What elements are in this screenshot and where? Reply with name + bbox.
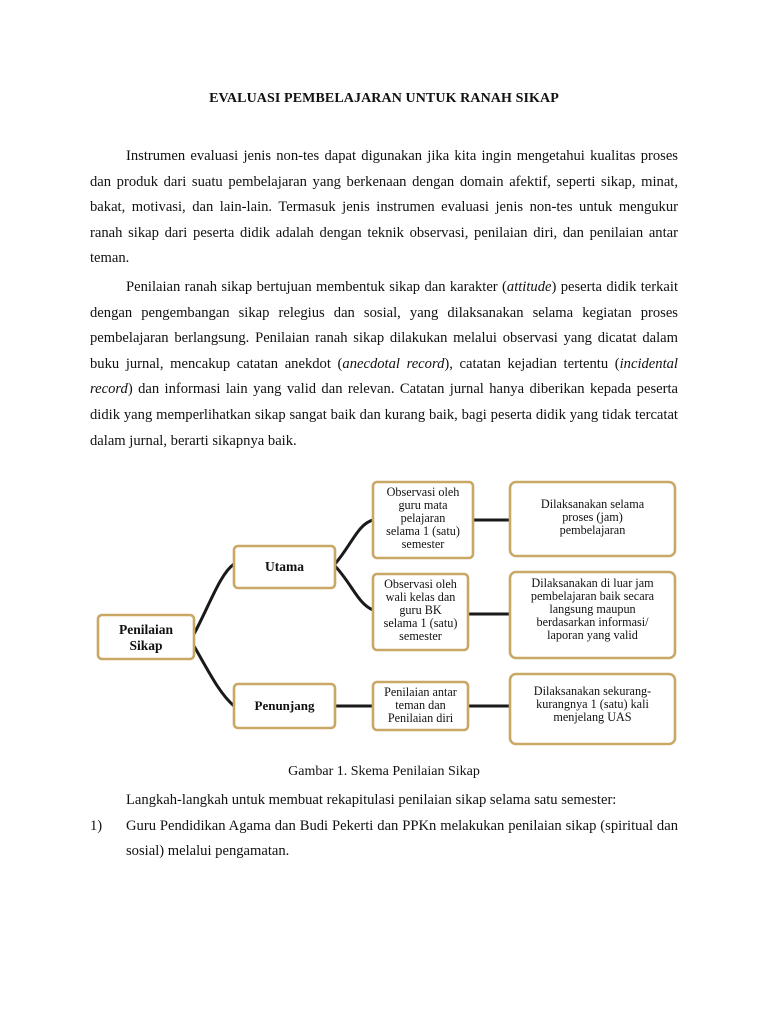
term-anecdotal-record: anecdotal record bbox=[342, 355, 445, 372]
svg-text:pembelajaran baik secara bbox=[531, 589, 655, 603]
paragraph-penilaian bbox=[90, 275, 678, 454]
step-item bbox=[90, 814, 678, 865]
svg-text:Sikap bbox=[129, 638, 162, 653]
figure-caption: Gambar 1. Skema Penilaian Sikap bbox=[288, 764, 480, 779]
connector-root-utama bbox=[194, 564, 234, 634]
node-desc-luar-line-4: berdasarkan informasi/ bbox=[536, 615, 649, 629]
svg-text:pelajaran bbox=[401, 511, 446, 525]
svg-text:Observasi oleh bbox=[387, 485, 460, 499]
svg-text:Observasi oleh bbox=[384, 577, 457, 591]
node-desc-luar-line-2: pembelajaran baik secara bbox=[530, 589, 655, 603]
node-desc-luar-line-5: laporan yang valid bbox=[547, 628, 638, 642]
node-observasi-guru-line-1: Observasi oleh bbox=[386, 485, 460, 499]
paragraph-intro bbox=[90, 144, 678, 272]
svg-text:proses (jam) bbox=[562, 510, 623, 524]
svg-text:Penilaian antar bbox=[384, 685, 457, 699]
paragraph-penilaian-text-d: ) dan informasi lain yang valid dan relevan. Catatan jurnal hanya diberikan kepada peserta didik yang memperlihatkan sikap sangat baik dan kurang baik, bagi peserta didik yang tidak tercatat dalam jurnal, berarti sikapnya baik. bbox=[90, 381, 678, 449]
svg-text:Penilaian diri bbox=[388, 711, 454, 725]
svg-text:semester bbox=[402, 537, 445, 551]
svg-text:semester bbox=[399, 629, 442, 643]
svg-text:Penilaian bbox=[119, 622, 173, 637]
node-desc-uas bbox=[510, 674, 675, 744]
node-penilaian-sikap bbox=[98, 615, 194, 659]
node-utama-label: Utama bbox=[265, 559, 304, 574]
node-desc-uas-line-3: menjelang UAS bbox=[553, 710, 632, 724]
node-penilaian-sikap-line-1: Penilaian bbox=[118, 622, 174, 637]
svg-text:Utama bbox=[265, 559, 304, 574]
node-observasi-guru-mapel bbox=[373, 482, 473, 558]
node-desc-proses-line-3: pembelajaran bbox=[559, 523, 626, 537]
paragraph-penilaian-text-b: ) peserta didik terkait dengan pengembangan sikap relegius dan sosial, yang dilaksanakan selama kegiatan proses pembelajaran berlangsung. Penilaian ranah sikap dilakukan melalui observasi yang dicatat dalam buku jurnal, mencakup catatan anekdot ( bbox=[90, 279, 678, 372]
svg-text:Dilaksanakan di luar jam bbox=[531, 576, 654, 590]
node-penilaian-antar-line-2: teman dan bbox=[395, 698, 446, 712]
connector-utama-observasi-guru bbox=[335, 520, 373, 564]
node-observasi-wali-line-2: wali kelas dan bbox=[385, 590, 456, 604]
step-number: 1) bbox=[90, 817, 103, 834]
svg-text:guru mata bbox=[398, 498, 448, 512]
node-observasi-wali-line-3: guru BK bbox=[399, 603, 442, 617]
node-observasi-guru-line-3: pelajaran bbox=[400, 511, 446, 525]
node-desc-uas-line-2: kurangnya 1 (satu) kali bbox=[536, 697, 649, 711]
term-attitude: attitude bbox=[506, 279, 552, 295]
node-desc-luar-line-3: langsung maupun bbox=[549, 602, 636, 616]
svg-text:laporan yang valid bbox=[547, 628, 638, 642]
node-observasi-guru-line-2: guru mata bbox=[398, 498, 448, 512]
steps-intro: Langkah-langkah untuk membuat rekapitulasi penilaian sikap selama satu semester: bbox=[126, 792, 617, 808]
svg-text:langsung maupun bbox=[549, 602, 635, 616]
steps-section bbox=[90, 788, 678, 865]
node-penilaian-antar-line-1: Penilaian antar bbox=[384, 685, 457, 699]
svg-text:Dilaksanakan sekurang- bbox=[534, 684, 651, 698]
document-title: EVALUASI PEMBELAJARAN UNTUK RANAH SIKAP bbox=[209, 91, 559, 106]
step-text: Guru Pendidikan Agama dan Budi Pekerti dan PPKn melakukan penilaian sikap (spiritual dan sosial) melalui pengamatan. bbox=[126, 817, 678, 860]
node-observasi-guru-line-4: selama 1 (satu) bbox=[386, 524, 460, 538]
node-desc-proses-pembelajaran bbox=[510, 482, 675, 556]
connector-utama-observasi-wali bbox=[335, 566, 373, 610]
node-observasi-wali-line-4: selama 1 (satu) bbox=[383, 616, 458, 630]
paragraph-penilaian-text-a: Penilaian ranah sikap bertujuan membentuk sikap dan karakter ( bbox=[126, 279, 507, 295]
svg-text:Penunjang bbox=[255, 698, 315, 713]
paragraph-penilaian-text-c: ), catatan kejadian tertentu ( bbox=[444, 355, 620, 372]
svg-text:Dilaksanakan selama bbox=[541, 497, 645, 511]
node-penilaian-antar-line-3: Penilaian diri bbox=[387, 711, 454, 725]
node-utama bbox=[234, 546, 335, 588]
node-desc-luar-line-1: Dilaksanakan di luar jam bbox=[531, 576, 654, 590]
svg-text:kurangnya 1 (satu) kali bbox=[536, 697, 649, 711]
node-observasi-wali-line-5: semester bbox=[399, 629, 442, 643]
term-incidental-record: incidental record bbox=[90, 355, 678, 398]
node-desc-uas-line-1: Dilaksanakan sekurang- bbox=[533, 684, 652, 698]
node-desc-luar-jam bbox=[510, 572, 675, 658]
svg-text:wali kelas dan bbox=[386, 590, 456, 604]
svg-text:selama 1 (satu) bbox=[386, 524, 460, 538]
paragraph-intro-text: Instrumen evaluasi jenis non-tes dapat digunakan jika kita ingin mengetahui kualitas proses dan produk dari suatu pembelajaran yang berkenaan dengan domain afektif, seperti sikap, minat, bakat, motivasi, dan lain-lain. Termasuk jenis instrumen evaluasi jenis non-tes untuk mengukur ranah sikap dari peserta didik adalah dengan teknik observasi, penilaian diri, dan penilaian antar teman. bbox=[90, 148, 678, 267]
svg-text:guru BK bbox=[399, 603, 442, 617]
node-penilaian-antar-teman bbox=[373, 682, 468, 730]
svg-text:berdasarkan informasi/ bbox=[536, 615, 649, 629]
node-penunjang-label: Penunjang bbox=[254, 698, 315, 713]
svg-text:teman dan bbox=[395, 698, 445, 712]
assessment-scheme-diagram bbox=[90, 474, 690, 754]
node-desc-proses-line-1: Dilaksanakan selama bbox=[540, 497, 645, 511]
node-observasi-guru-line-5: semester bbox=[401, 537, 445, 551]
connector-root-penunjang bbox=[194, 646, 234, 706]
node-penunjang bbox=[234, 684, 335, 728]
svg-text:selama 1 (satu) bbox=[384, 616, 458, 630]
node-desc-proses-line-2: proses (jam) bbox=[562, 510, 623, 524]
node-observasi-wali-kelas bbox=[373, 574, 468, 650]
node-observasi-wali-line-1: Observasi oleh bbox=[384, 577, 457, 591]
svg-text:pembelajaran bbox=[560, 523, 626, 537]
node-penilaian-sikap-line-2: Sikap bbox=[129, 638, 163, 653]
svg-text:menjelang UAS bbox=[553, 710, 631, 724]
